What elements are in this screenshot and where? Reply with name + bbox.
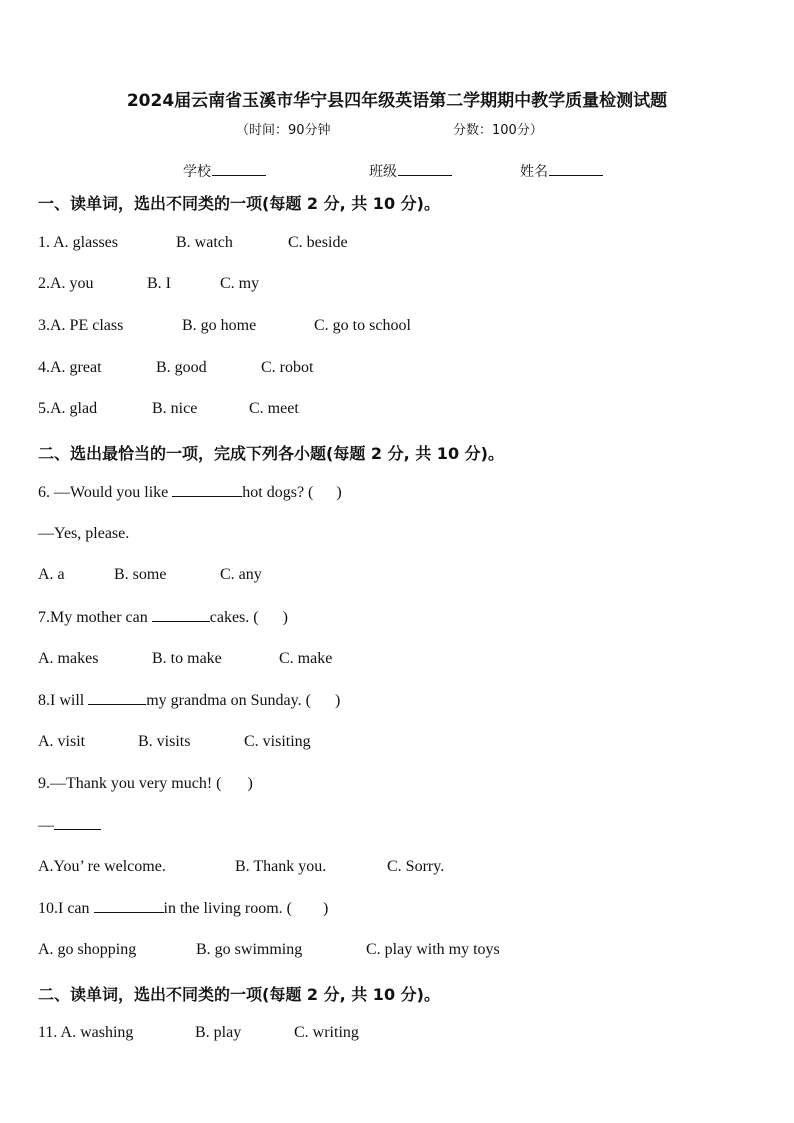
q8-option-b: B. visits [138,733,191,750]
q3-option-b: B. go home [182,317,257,334]
q8-answer-blank[interactable] [88,691,146,705]
q8-paren-close: ) [334,692,341,709]
q10-option-c: C. play with my toys [366,941,500,958]
q6-option-b: B. some [114,566,167,583]
q6-option-c: C. any [220,566,262,583]
question-6-reply: —Yes, please. [38,525,130,542]
q8-option-c: C. visiting [244,733,311,750]
q5-option-a: 5.A. glad [38,400,98,417]
q7-answer-blank[interactable] [152,608,210,622]
q7-option-b: B. to make [152,650,222,667]
name-label: 姓名 [520,164,548,180]
school-blank[interactable] [212,163,266,176]
q2-option-c: C. my [220,275,260,292]
page-title: 2024届云南省玉溪市华宁县四年级英语第二学期期中教学质量检测试题 [126,91,668,111]
q4-option-b: B. good [156,359,207,376]
q2-option-a: 2.A. you [38,275,94,292]
q3-option-c: C. go to school [314,317,411,334]
name-field[interactable] [520,161,603,181]
exam-score: 分数：100分） [453,123,543,138]
q10-answer-blank[interactable] [94,899,164,913]
q6-answer-blank[interactable] [172,483,242,497]
q10-paren-close: ) [322,900,329,917]
q7-stem-end: cakes. ( [209,609,259,626]
name-blank[interactable] [549,163,603,176]
q10-option-a: A. go shopping [38,941,137,958]
q1-option-b: B. watch [176,234,233,251]
q6-stem-end: hot dogs? ( [242,484,314,501]
question-9 [38,775,253,793]
q9-option-b: B. Thank you. [235,858,327,875]
school-field[interactable] [183,161,266,181]
class-label: 班级 [369,164,397,180]
q5-option-b: B. nice [152,400,198,417]
q6-paren-close: ) [336,484,342,501]
class-blank[interactable] [398,163,452,176]
q9-option-c: C. Sorry. [387,858,445,875]
q9-reply-dash: — [38,817,54,834]
q1-option-c: C. beside [288,234,348,251]
question-10 [38,899,328,918]
q9-paren-close: ) [247,775,253,792]
question-7 [38,608,288,627]
q6-stem-start: 6. —Would you like [38,484,173,501]
q11-option-b: B. play [195,1024,242,1041]
q9-option-a: A.You’ re welcome. [38,858,166,875]
section-heading-1: 一、读单词，选出不同类的一项(每题 2 分, 共 10 分)。 [38,194,440,213]
question-8 [38,691,340,710]
q11-option-c: C. writing [294,1024,359,1041]
q1-option-a: 1. A. glasses [38,234,118,251]
q10-option-b: B. go swimming [196,941,303,958]
section-heading-3: 二、读单词，选出不同类的一项(每题 2 分, 共 10 分)。 [38,985,440,1004]
q8-option-a: A. visit [38,733,86,750]
q3-option-a: 3.A. PE class [38,317,124,334]
q6-option-a: A. a [38,566,65,583]
q4-option-a: 4.A. great [38,359,102,376]
q7-stem-start: 7.My mother can [38,609,152,626]
q4-option-c: C. robot [261,359,314,376]
q8-stem-end: my grandma on Sunday. ( [146,692,311,709]
school-label: 学校 [183,164,211,180]
class-field[interactable] [369,161,452,181]
section-heading-2: 二、选出最恰当的一项，完成下列各小题(每题 2 分, 共 10 分)。 [38,444,504,463]
q9-stem-start: 9.—Thank you very much! ( [38,775,222,792]
q2-option-b: B. I [147,275,171,292]
question-9-reply [38,816,101,835]
q9-answer-blank[interactable] [54,816,101,830]
question-6 [38,483,342,502]
q8-stem-start: 8.I will [38,692,89,709]
q11-option-a: 11. A. washing [38,1024,134,1041]
q10-stem-end: in the living room. ( [163,900,292,917]
q7-option-a: A. makes [38,650,99,667]
q7-option-c: C. make [279,650,333,667]
q7-paren-close: ) [282,609,288,626]
q5-option-c: C. meet [249,400,299,417]
q10-stem-start: 10.I can [38,900,94,917]
exam-time: （时间：90分钟 [236,123,331,138]
